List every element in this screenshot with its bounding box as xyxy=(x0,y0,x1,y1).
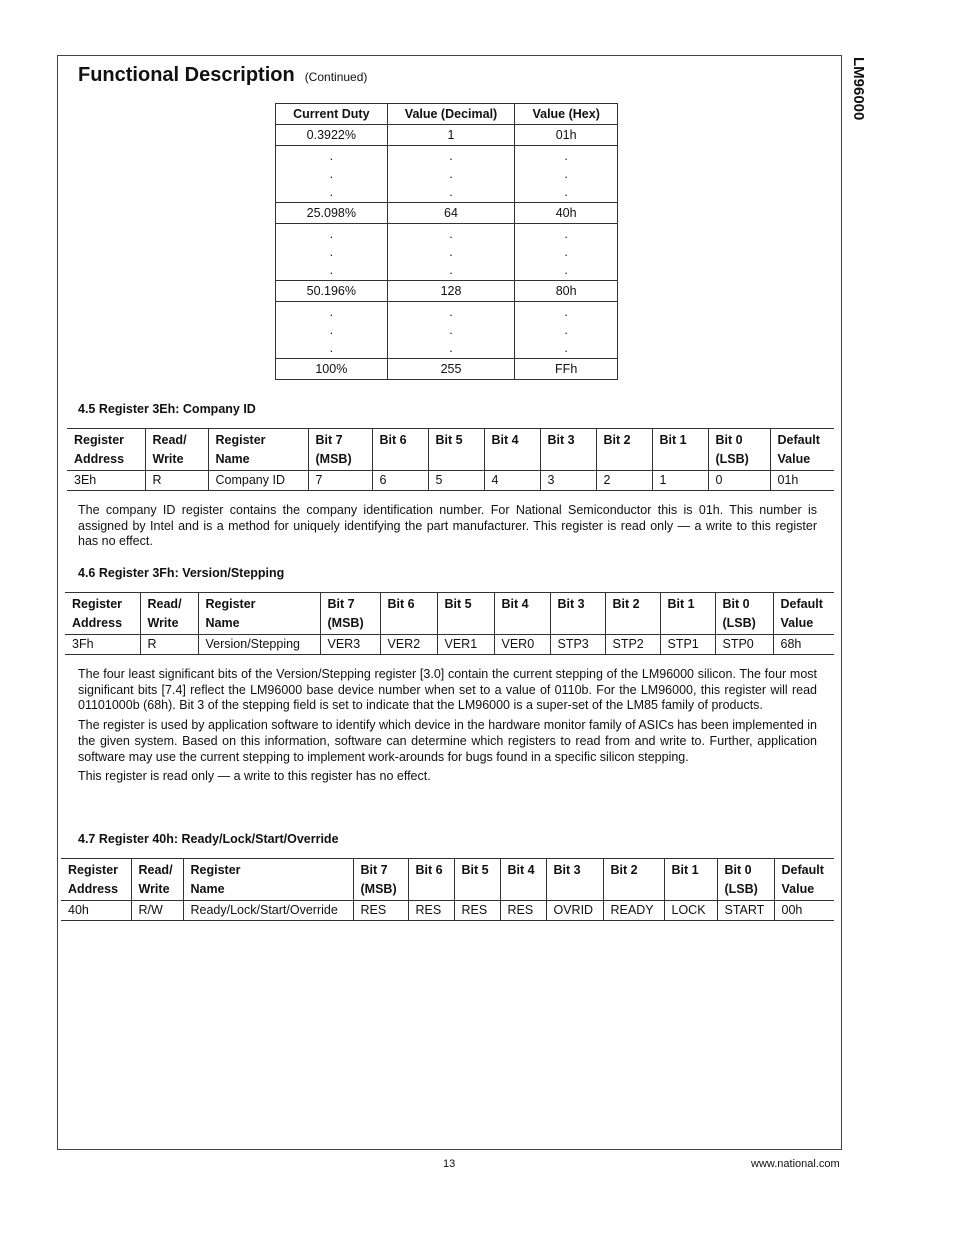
register-table-header xyxy=(67,429,834,471)
table-cell: 255 xyxy=(387,359,515,380)
header-cell: Bit 3 xyxy=(540,429,596,471)
duty-header-cell: Value (Decimal) xyxy=(387,104,515,125)
table-cell: 3Fh xyxy=(72,637,94,651)
table-cell: RES xyxy=(353,901,408,921)
duty-header-cell: Current Duty xyxy=(276,104,388,125)
table-cell: 00h xyxy=(774,901,834,921)
table-cell: LOCK xyxy=(664,901,717,921)
ellipsis-cell xyxy=(515,224,618,281)
duty-table-header xyxy=(276,104,618,125)
table-cell: 5 xyxy=(428,471,484,491)
dot: . xyxy=(329,227,334,241)
header-cell: Bit 7 (MSB) xyxy=(308,429,372,471)
table-cell: 64 xyxy=(387,203,515,224)
dot: . xyxy=(329,245,334,259)
dot: . xyxy=(449,323,453,337)
table-cell: 128 xyxy=(387,281,515,302)
table-cell: 40h xyxy=(515,203,618,224)
dot: . xyxy=(564,263,568,277)
header-cell: Bit 1 xyxy=(652,429,708,471)
ellipsis-cell xyxy=(276,224,388,281)
duty-table xyxy=(275,103,618,380)
header-cell: Bit 2 xyxy=(603,859,664,901)
dot: . xyxy=(564,323,568,337)
dot: . xyxy=(329,323,334,337)
table-cell: 25.098% xyxy=(276,203,388,224)
table-cell: 3Eh xyxy=(74,473,97,487)
header-cell: Bit 0 (LSB) xyxy=(708,429,770,471)
table-cell: RES xyxy=(408,901,454,921)
header-cell: Bit 4 xyxy=(500,859,546,901)
dot: . xyxy=(564,305,568,319)
dot: . xyxy=(329,263,334,277)
table-row xyxy=(276,203,618,224)
ellipsis-cell xyxy=(515,146,618,203)
header-cell: Bit 5 xyxy=(454,859,500,901)
dot: . xyxy=(564,245,568,259)
header-cell: Read/ Write xyxy=(145,429,208,471)
table-row xyxy=(61,901,834,921)
page-title xyxy=(78,64,367,87)
header-cell: Bit 0 (LSB) xyxy=(715,593,773,635)
ellipsis-row xyxy=(276,224,618,281)
register-table-40h xyxy=(61,858,834,921)
ellipsis-cell xyxy=(387,146,515,203)
ellipsis-cell xyxy=(515,302,618,359)
table-cell: 40h xyxy=(68,903,89,917)
dot: . xyxy=(449,149,453,163)
header-cell: Register Name xyxy=(198,593,320,635)
section-heading-4-7: 4.7 Register 40h: Ready/Lock/Start/Override xyxy=(78,832,339,846)
header-cell: Register Name xyxy=(208,429,308,471)
table-cell: Ready/Lock/Start/Override xyxy=(183,901,353,921)
table-cell: VER3 xyxy=(320,635,380,655)
table-cell: VER0 xyxy=(494,635,550,655)
header-cell: Bit 7 (MSB) xyxy=(353,859,408,901)
page-number: 13 xyxy=(443,1158,456,1170)
table-cell: STP3 xyxy=(550,635,605,655)
header-cell: Bit 7 (MSB) xyxy=(320,593,380,635)
dot: . xyxy=(449,305,453,319)
table-row xyxy=(65,635,834,655)
section-heading-4-5: 4.5 Register 3Eh: Company ID xyxy=(78,402,256,416)
table-row xyxy=(276,359,618,380)
register-table-3fh xyxy=(65,592,834,655)
table-cell: R xyxy=(145,471,208,491)
header-cell: Bit 5 xyxy=(428,429,484,471)
body-paragraph: This register is read only — a write to this register has no effect. xyxy=(78,769,431,784)
ellipsis-cell xyxy=(276,146,388,203)
dot: . xyxy=(449,227,453,241)
header-cell: Bit 6 xyxy=(380,593,437,635)
ellipsis-row xyxy=(276,146,618,203)
side-title xyxy=(845,57,871,137)
table-cell: 6 xyxy=(372,471,428,491)
header-cell: Bit 6 xyxy=(372,429,428,471)
table-cell: 4 xyxy=(484,471,540,491)
table-cell: OVRID xyxy=(546,901,603,921)
dot: . xyxy=(449,167,453,181)
header-cell: Bit 4 xyxy=(494,593,550,635)
header-cell: Bit 0 (LSB) xyxy=(717,859,774,901)
table-cell: FFh xyxy=(515,359,618,380)
page-title-text: Functional Description xyxy=(78,64,295,86)
dot: . xyxy=(449,185,453,199)
header-cell: Default Value xyxy=(773,593,834,635)
dot: . xyxy=(564,167,568,181)
continued-label: (Continued) xyxy=(304,70,368,84)
header-cell: Read/ Write xyxy=(140,593,198,635)
body-paragraph: The company ID register contains the company identification number. For National Semiconductor this is 01h. This number is assigned by Intel and is a method for uniquely identifying the part manufacturer. This register is read only — a write to this register has no effect. xyxy=(78,503,817,549)
register-table-3eh xyxy=(67,428,834,491)
table-cell: STP1 xyxy=(660,635,715,655)
paragraph-block-4-6 xyxy=(78,667,817,789)
header-cell: Bit 5 xyxy=(437,593,494,635)
table-cell: VER2 xyxy=(380,635,437,655)
table-row xyxy=(276,281,618,302)
table-cell: START xyxy=(717,901,774,921)
table-cell: 100% xyxy=(276,359,388,380)
ellipsis-cell xyxy=(276,302,388,359)
footer-url: www.national.com xyxy=(751,1158,840,1170)
dot: . xyxy=(449,263,453,277)
table-cell: 50.196% xyxy=(276,281,388,302)
table-cell: 0.3922% xyxy=(276,125,388,146)
table-cell: Version/Stepping xyxy=(198,635,320,655)
table-cell: 1 xyxy=(652,471,708,491)
header-cell: Default Value xyxy=(770,429,834,471)
register-table-header xyxy=(65,593,834,635)
table-cell: 01h xyxy=(770,471,834,491)
table-cell: RES xyxy=(500,901,546,921)
header-cell: Bit 6 xyxy=(408,859,454,901)
header-cell: Bit 1 xyxy=(660,593,715,635)
table-cell: VER1 xyxy=(437,635,494,655)
dot: . xyxy=(564,341,568,355)
dot: . xyxy=(449,341,453,355)
header-cell: Register Address xyxy=(67,429,145,471)
dot: . xyxy=(329,167,334,181)
table-cell: 01h xyxy=(515,125,618,146)
dot: . xyxy=(564,227,568,241)
header-cell: Register Address xyxy=(65,593,140,635)
table-cell: Company ID xyxy=(208,471,308,491)
table-cell: R xyxy=(140,635,198,655)
header-cell: Default Value xyxy=(774,859,834,901)
body-paragraph: The four least significant bits of the Version/Stepping register [3.0] contain the current stepping of the LM96000 silicon. The four most significant bits [7.4] reflect the LM96000 base device number when set to a value of 0110b. For the LM96000, this register will read 01101000b (68h). Bit 3 of the stepping field is set to indicate that the LM96000 is a super-set of the LM85 family of products. xyxy=(78,667,817,713)
register-table-header xyxy=(61,859,834,901)
table-cell: STP2 xyxy=(605,635,660,655)
ellipsis-cell xyxy=(387,224,515,281)
paragraph-block-4-5 xyxy=(78,503,817,554)
table-cell: 3 xyxy=(540,471,596,491)
table-cell: 68h xyxy=(773,635,834,655)
header-cell: Register Address xyxy=(61,859,131,901)
dot: . xyxy=(564,149,568,163)
table-cell: R/W xyxy=(131,901,183,921)
body-paragraph: The register is used by application software to identify which device in the hardware monitor family of ASICs has been implemented in the given system. Based on this information, software can determine which registers to read from and write to. Further, application software may use the current stepping to implement work-arounds for bugs found in a specific silicon stepping. xyxy=(78,718,817,764)
dot: . xyxy=(564,185,568,199)
duty-header-cell: Value (Hex) xyxy=(515,104,618,125)
table-cell: 0 xyxy=(708,471,770,491)
table-cell: READY xyxy=(603,901,664,921)
table-cell: STP0 xyxy=(715,635,773,655)
dot: . xyxy=(329,185,334,199)
dot: . xyxy=(329,305,334,319)
header-cell: Bit 4 xyxy=(484,429,540,471)
table-row xyxy=(67,471,834,491)
table-cell: RES xyxy=(454,901,500,921)
ellipsis-cell xyxy=(387,302,515,359)
header-cell: Bit 3 xyxy=(550,593,605,635)
table-cell: 7 xyxy=(308,471,372,491)
dot: . xyxy=(449,245,453,259)
dot: . xyxy=(329,149,334,163)
header-cell: Read/ Write xyxy=(131,859,183,901)
dot: . xyxy=(329,341,334,355)
header-cell: Bit 3 xyxy=(546,859,603,901)
ellipsis-row xyxy=(276,302,618,359)
side-title-text: LM96000 xyxy=(850,57,867,121)
header-cell: Bit 2 xyxy=(596,429,652,471)
header-cell: Bit 1 xyxy=(664,859,717,901)
section-heading-4-6: 4.6 Register 3Fh: Version/Stepping xyxy=(78,566,285,580)
header-cell: Bit 2 xyxy=(605,593,660,635)
table-cell: 2 xyxy=(596,471,652,491)
header-cell: Register Name xyxy=(183,859,353,901)
table-row xyxy=(276,125,618,146)
table-cell: 1 xyxy=(387,125,515,146)
table-cell: 80h xyxy=(515,281,618,302)
